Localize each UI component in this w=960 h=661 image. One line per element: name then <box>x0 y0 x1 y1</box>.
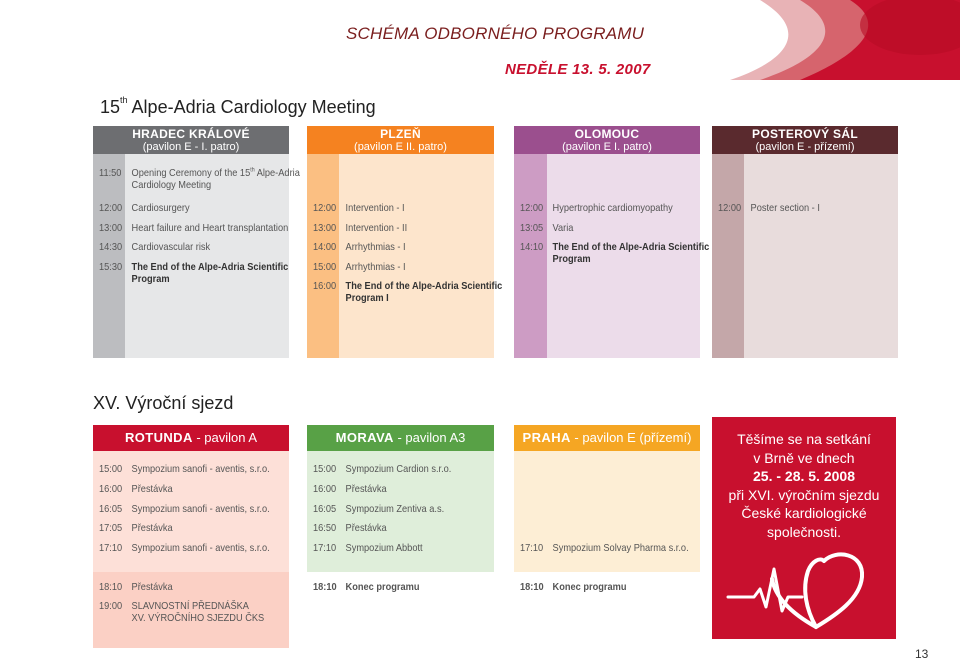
session-row: 12:00 Hypertrophic cardiomyopathy <box>520 202 673 214</box>
session-row: 18:10 Konec programu <box>520 581 627 593</box>
session-row: 13:00 Intervention - II <box>313 222 408 234</box>
heart-ecg-icon <box>724 549 884 633</box>
promo-box <box>712 417 896 639</box>
congress-hall-header-rotunda: ROTUNDA - pavilon A <box>93 425 289 451</box>
session-row: 19:00 SLAVNOSTNÍ PŘEDNÁŠKA XV. VÝROČNÍHO SJEZDU ČKS <box>99 600 265 624</box>
promo-line: v Brně ve dnech <box>753 449 855 466</box>
session-row: 16:05 Sympozium Zentiva a.s. <box>313 503 445 515</box>
session-row: 16:00 The End of the Alpe-Adria Scientific Program I <box>313 280 503 304</box>
promo-line: České kardiologické <box>741 505 867 521</box>
session-row: 16:00 Přestávka <box>99 483 173 495</box>
session-row: 15:00 Sympozium Cardion s.r.o. <box>313 463 452 475</box>
session-row: 15:00 Sympozium sanofi - aventis, s.r.o. <box>99 463 270 475</box>
session-row: 14:30 Cardiovascular risk <box>99 241 211 253</box>
session-row: 16:05 Sympozium sanofi - aventis, s.r.o. <box>99 503 270 515</box>
hall-body-poster <box>744 154 898 358</box>
hall-header-hradec: HRADEC KRÁLOVÉ (pavilon E - I. patro) <box>93 126 289 154</box>
session-row: 17:10 Sympozium Solvay Pharma s.r.o. <box>520 542 689 554</box>
hall-header-plzen: PLZEŇ (pavilon E II. patro) <box>307 126 494 154</box>
page-number: 13 <box>915 647 929 661</box>
session-row: 17:10 Sympozium Abbott <box>313 542 423 554</box>
session-row: 12:00 Poster section - I <box>718 202 820 214</box>
session-row: 12:00 Intervention - I <box>313 202 405 214</box>
hall-body-plzen <box>339 154 494 358</box>
session-row: 18:10 Přestávka <box>99 581 173 593</box>
session-row: 14:10 The End of the Alpe-Adria Scientific Program <box>520 241 710 265</box>
congress-title: XV. Výroční sjezd <box>93 393 234 413</box>
session-row: 17:10 Sympozium sanofi - aventis, s.r.o. <box>99 542 270 554</box>
session-row: 17:05 Přestávka <box>99 522 173 534</box>
hall-header-poster: POSTEROVÝ SÁL (pavilon E - přízemí) <box>712 126 898 154</box>
time-column-poster <box>712 154 744 358</box>
hall-header-olomouc: OLOMOUC (pavilon E I. patro) <box>514 126 700 154</box>
session-row: 11:50 Opening Ceremony of the 15th Alpe-Adria Cardiology Meeting <box>99 167 300 191</box>
promo-line: společnosti. <box>767 523 841 540</box>
promo-line: Těšíme se na setkání <box>737 431 871 447</box>
session-row: 16:00 Přestávka <box>313 483 387 495</box>
congress-hall-header-praha: PRAHA - pavilon E (přízemí) <box>514 425 700 451</box>
session-row: 18:10 Konec programu <box>313 581 420 593</box>
time-column-plzen <box>307 154 339 358</box>
program-date: NEDĚLE 13. 5. 2007 <box>505 61 651 78</box>
session-row: 13:05 Varia <box>520 222 574 234</box>
session-row: 15:30 The End of the Alpe-Adria Scientific Program <box>99 261 289 285</box>
session-row: 12:00 Cardiosurgery <box>99 202 190 214</box>
page-title: SCHÉMA ODBORNÉHO PROGRAMU <box>346 24 645 43</box>
session-row: 14:00 Arrhythmias - I <box>313 241 406 253</box>
session-row: 16:50 Přestávka <box>313 522 387 534</box>
promo-dates: 25. - 28. 5. 2008 <box>753 468 855 484</box>
session-row: 13:00 Heart failure and Heart transplantation <box>99 222 289 234</box>
congress-hall-header-morava: MORAVA - pavilon A3 <box>307 425 494 451</box>
session-row: 15:00 Arrhythmias - I <box>313 261 406 273</box>
promo-line: při XVI. výročním sjezdu <box>728 486 880 503</box>
meeting-title: 15th Alpe-Adria Cardiology Meeting <box>100 95 376 117</box>
